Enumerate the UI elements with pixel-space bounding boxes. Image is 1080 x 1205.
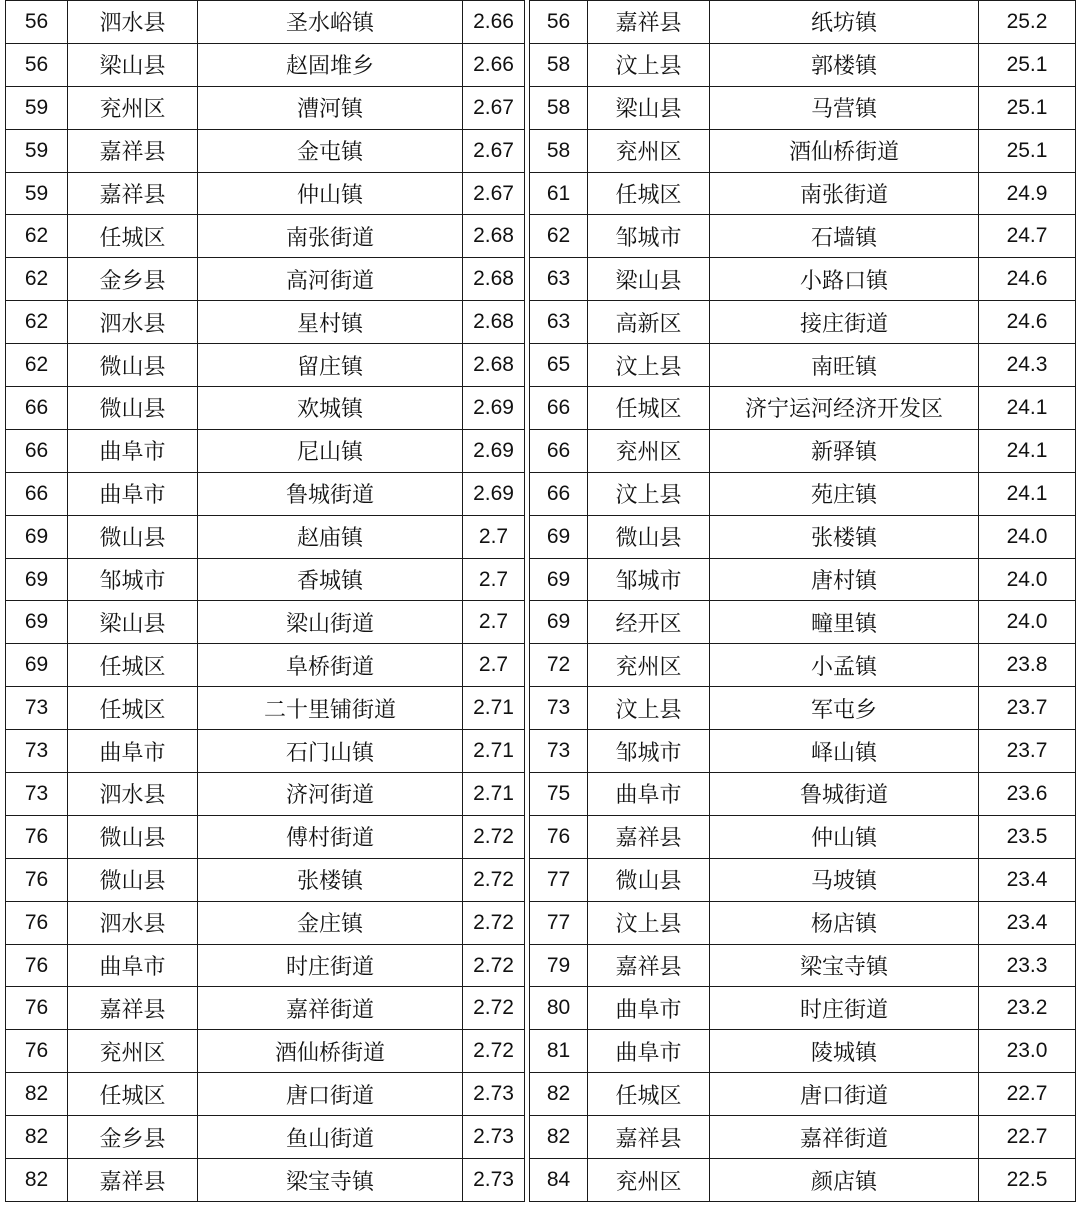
town-cell: 南张街道 — [710, 172, 979, 215]
value-cell: 2.7 — [463, 644, 525, 687]
town-cell: 马营镇 — [710, 86, 979, 129]
county-cell: 嘉祥县 — [588, 815, 710, 858]
rank-cell: 82 — [6, 1116, 68, 1159]
rank-cell: 69 — [530, 515, 588, 558]
table-row — [530, 558, 1076, 601]
county-cell: 泗水县 — [68, 773, 198, 816]
rank-cell: 79 — [530, 944, 588, 987]
value-cell: 2.7 — [463, 601, 525, 644]
county-cell: 金乡县 — [68, 1116, 198, 1159]
town-cell: 疃里镇 — [710, 601, 979, 644]
value-cell: 23.4 — [979, 901, 1076, 944]
town-cell: 梁宝寺镇 — [198, 1159, 463, 1202]
table-row — [6, 858, 525, 901]
value-cell: 25.2 — [979, 1, 1076, 44]
town-cell: 唐口街道 — [710, 1073, 979, 1116]
value-cell: 2.71 — [463, 730, 525, 773]
county-cell: 嘉祥县 — [68, 129, 198, 172]
value-cell: 2.69 — [463, 387, 525, 430]
table-row — [6, 1159, 525, 1202]
table-row — [530, 1073, 1076, 1116]
value-cell: 24.1 — [979, 387, 1076, 430]
value-cell: 22.7 — [979, 1073, 1076, 1116]
table-row — [530, 472, 1076, 515]
county-cell: 兖州区 — [588, 1159, 710, 1202]
rank-cell: 76 — [6, 901, 68, 944]
town-cell: 济宁运河经济开发区 — [710, 387, 979, 430]
rank-cell: 66 — [530, 387, 588, 430]
county-cell: 任城区 — [588, 387, 710, 430]
town-cell: 阜桥街道 — [198, 644, 463, 687]
table-row — [6, 815, 525, 858]
rank-cell: 76 — [6, 815, 68, 858]
county-cell: 梁山县 — [588, 86, 710, 129]
town-cell: 颜店镇 — [710, 1159, 979, 1202]
value-cell: 25.1 — [979, 129, 1076, 172]
table-row — [530, 172, 1076, 215]
county-cell: 任城区 — [68, 1073, 198, 1116]
table-row — [530, 730, 1076, 773]
county-cell: 嘉祥县 — [68, 1159, 198, 1202]
county-cell: 邹城市 — [588, 215, 710, 258]
county-cell: 邹城市 — [588, 730, 710, 773]
value-cell: 25.1 — [979, 43, 1076, 86]
value-cell: 2.68 — [463, 258, 525, 301]
rank-cell: 69 — [530, 558, 588, 601]
table-row — [6, 773, 525, 816]
town-cell: 唐村镇 — [710, 558, 979, 601]
table-row — [530, 1159, 1076, 1202]
rank-cell: 66 — [6, 387, 68, 430]
table-row — [6, 129, 525, 172]
table-row — [6, 387, 525, 430]
town-cell: 峄山镇 — [710, 730, 979, 773]
town-cell: 军屯乡 — [710, 687, 979, 730]
value-cell: 2.66 — [463, 1, 525, 44]
value-cell: 23.6 — [979, 773, 1076, 816]
table-row — [530, 387, 1076, 430]
county-cell: 任城区 — [588, 1073, 710, 1116]
table-row — [530, 1, 1076, 44]
town-cell: 石墙镇 — [710, 215, 979, 258]
rank-cell: 62 — [6, 215, 68, 258]
town-cell: 仲山镇 — [198, 172, 463, 215]
table-row — [6, 644, 525, 687]
value-cell: 24.6 — [979, 258, 1076, 301]
town-cell: 张楼镇 — [710, 515, 979, 558]
town-cell: 星村镇 — [198, 301, 463, 344]
rank-cell: 65 — [530, 344, 588, 387]
county-cell: 金乡县 — [68, 258, 198, 301]
county-cell: 高新区 — [588, 301, 710, 344]
town-cell: 鲁城街道 — [710, 773, 979, 816]
county-cell: 邹城市 — [588, 558, 710, 601]
town-cell: 小路口镇 — [710, 258, 979, 301]
table-row — [6, 472, 525, 515]
value-cell: 2.67 — [463, 129, 525, 172]
value-cell: 2.69 — [463, 429, 525, 472]
county-cell: 曲阜市 — [588, 773, 710, 816]
county-cell: 梁山县 — [68, 43, 198, 86]
table-row — [6, 344, 525, 387]
town-cell: 鲁城街道 — [198, 472, 463, 515]
town-cell: 尼山镇 — [198, 429, 463, 472]
rank-cell: 80 — [530, 987, 588, 1030]
town-cell: 傅村街道 — [198, 815, 463, 858]
rank-cell: 56 — [530, 1, 588, 44]
rank-cell: 73 — [6, 730, 68, 773]
table-row — [6, 730, 525, 773]
town-cell: 时庄街道 — [710, 987, 979, 1030]
county-cell: 曲阜市 — [68, 472, 198, 515]
rank-cell: 63 — [530, 258, 588, 301]
town-cell: 马坡镇 — [710, 858, 979, 901]
left-ranking-table — [5, 0, 525, 1202]
county-cell: 微山县 — [68, 344, 198, 387]
county-cell: 微山县 — [588, 515, 710, 558]
table-row — [6, 601, 525, 644]
value-cell: 24.0 — [979, 558, 1076, 601]
table-row — [530, 644, 1076, 687]
rank-cell: 58 — [530, 129, 588, 172]
table-row — [6, 687, 525, 730]
rank-cell: 59 — [6, 172, 68, 215]
county-cell: 任城区 — [588, 172, 710, 215]
rank-cell: 69 — [6, 558, 68, 601]
rank-cell: 76 — [6, 987, 68, 1030]
table-row — [530, 43, 1076, 86]
rank-cell: 82 — [530, 1116, 588, 1159]
table-row — [6, 558, 525, 601]
town-cell: 鱼山街道 — [198, 1116, 463, 1159]
rank-cell: 62 — [530, 215, 588, 258]
town-cell: 漕河镇 — [198, 86, 463, 129]
town-cell: 梁宝寺镇 — [710, 944, 979, 987]
rank-cell: 76 — [6, 1030, 68, 1073]
county-cell: 嘉祥县 — [588, 1, 710, 44]
rank-cell: 77 — [530, 858, 588, 901]
rank-cell: 69 — [6, 601, 68, 644]
county-cell: 梁山县 — [588, 258, 710, 301]
value-cell: 23.8 — [979, 644, 1076, 687]
rank-cell: 76 — [530, 815, 588, 858]
town-cell: 金屯镇 — [198, 129, 463, 172]
value-cell: 23.2 — [979, 987, 1076, 1030]
value-cell: 2.7 — [463, 558, 525, 601]
value-cell: 2.67 — [463, 86, 525, 129]
value-cell: 23.3 — [979, 944, 1076, 987]
table-row — [530, 601, 1076, 644]
rank-cell: 77 — [530, 901, 588, 944]
rank-cell: 66 — [6, 429, 68, 472]
county-cell: 兖州区 — [68, 86, 198, 129]
county-cell: 曲阜市 — [68, 730, 198, 773]
value-cell: 2.67 — [463, 172, 525, 215]
county-cell: 任城区 — [68, 215, 198, 258]
town-cell: 梁山街道 — [198, 601, 463, 644]
value-cell: 25.1 — [979, 86, 1076, 129]
value-cell: 2.72 — [463, 1030, 525, 1073]
value-cell: 24.1 — [979, 429, 1076, 472]
value-cell: 24.7 — [979, 215, 1076, 258]
town-cell: 香城镇 — [198, 558, 463, 601]
table-row — [530, 1030, 1076, 1073]
rank-cell: 59 — [6, 129, 68, 172]
town-cell: 二十里铺街道 — [198, 687, 463, 730]
table-row — [6, 944, 525, 987]
county-cell: 兖州区 — [68, 1030, 198, 1073]
town-cell: 时庄街道 — [198, 944, 463, 987]
value-cell: 2.73 — [463, 1073, 525, 1116]
rank-cell: 61 — [530, 172, 588, 215]
table-row — [6, 901, 525, 944]
value-cell: 23.7 — [979, 687, 1076, 730]
rank-cell: 66 — [530, 472, 588, 515]
table-row — [6, 43, 525, 86]
value-cell: 2.66 — [463, 43, 525, 86]
rank-cell: 62 — [6, 258, 68, 301]
town-cell: 欢城镇 — [198, 387, 463, 430]
rank-cell: 76 — [6, 944, 68, 987]
rank-cell: 75 — [530, 773, 588, 816]
value-cell: 24.6 — [979, 301, 1076, 344]
table-row — [530, 258, 1076, 301]
county-cell: 任城区 — [68, 644, 198, 687]
rank-cell: 56 — [6, 43, 68, 86]
county-cell: 泗水县 — [68, 1, 198, 44]
town-cell: 唐口街道 — [198, 1073, 463, 1116]
value-cell: 24.0 — [979, 601, 1076, 644]
rank-cell: 59 — [6, 86, 68, 129]
county-cell: 微山县 — [68, 515, 198, 558]
county-cell: 曲阜市 — [68, 429, 198, 472]
rank-cell: 66 — [6, 472, 68, 515]
value-cell: 2.72 — [463, 944, 525, 987]
table-row — [6, 86, 525, 129]
table-row — [6, 301, 525, 344]
rank-cell: 58 — [530, 86, 588, 129]
county-cell: 嘉祥县 — [588, 1116, 710, 1159]
table-row — [530, 687, 1076, 730]
county-cell: 汶上县 — [588, 687, 710, 730]
value-cell: 22.7 — [979, 1116, 1076, 1159]
town-cell: 留庄镇 — [198, 344, 463, 387]
town-cell: 南旺镇 — [710, 344, 979, 387]
right-ranking-table — [529, 0, 1076, 1202]
value-cell: 2.72 — [463, 901, 525, 944]
county-cell: 任城区 — [68, 687, 198, 730]
county-cell: 曲阜市 — [588, 1030, 710, 1073]
town-cell: 酒仙桥街道 — [198, 1030, 463, 1073]
town-cell: 石门山镇 — [198, 730, 463, 773]
rank-cell: 69 — [6, 644, 68, 687]
value-cell: 23.4 — [979, 858, 1076, 901]
county-cell: 汶上县 — [588, 43, 710, 86]
county-cell: 微山县 — [68, 387, 198, 430]
table-row — [6, 172, 525, 215]
value-cell: 2.72 — [463, 815, 525, 858]
ranking-tables — [5, 0, 1077, 1202]
value-cell: 2.72 — [463, 858, 525, 901]
town-cell: 苑庄镇 — [710, 472, 979, 515]
rank-cell: 56 — [6, 1, 68, 44]
rank-cell: 62 — [6, 344, 68, 387]
county-cell: 经开区 — [588, 601, 710, 644]
town-cell: 高河街道 — [198, 258, 463, 301]
rank-cell: 69 — [530, 601, 588, 644]
value-cell: 2.73 — [463, 1116, 525, 1159]
value-cell: 23.0 — [979, 1030, 1076, 1073]
rank-cell: 81 — [530, 1030, 588, 1073]
value-cell: 24.0 — [979, 515, 1076, 558]
county-cell: 微山县 — [588, 858, 710, 901]
county-cell: 嘉祥县 — [68, 172, 198, 215]
table-row — [530, 815, 1076, 858]
rank-cell: 73 — [6, 687, 68, 730]
rank-cell: 82 — [6, 1073, 68, 1116]
table-row — [530, 429, 1076, 472]
table-row — [6, 429, 525, 472]
town-cell: 小孟镇 — [710, 644, 979, 687]
table-row — [530, 86, 1076, 129]
rank-cell: 63 — [530, 301, 588, 344]
county-cell: 梁山县 — [68, 601, 198, 644]
value-cell: 2.68 — [463, 344, 525, 387]
value-cell: 24.3 — [979, 344, 1076, 387]
value-cell: 23.7 — [979, 730, 1076, 773]
town-cell: 南张街道 — [198, 215, 463, 258]
value-cell: 2.68 — [463, 215, 525, 258]
rank-cell: 82 — [6, 1159, 68, 1202]
town-cell: 赵庙镇 — [198, 515, 463, 558]
town-cell: 郭楼镇 — [710, 43, 979, 86]
table-row — [530, 1116, 1076, 1159]
town-cell: 新驿镇 — [710, 429, 979, 472]
rank-cell: 69 — [6, 515, 68, 558]
table-row — [530, 944, 1076, 987]
table-row — [530, 129, 1076, 172]
county-cell: 嘉祥县 — [68, 987, 198, 1030]
county-cell: 汶上县 — [588, 472, 710, 515]
value-cell: 2.71 — [463, 687, 525, 730]
right-table-body — [530, 1, 1076, 1202]
rank-cell: 76 — [6, 858, 68, 901]
county-cell: 泗水县 — [68, 301, 198, 344]
county-cell: 兖州区 — [588, 644, 710, 687]
county-cell: 汶上县 — [588, 344, 710, 387]
county-cell: 汶上县 — [588, 901, 710, 944]
county-cell: 曲阜市 — [588, 987, 710, 1030]
town-cell: 陵城镇 — [710, 1030, 979, 1073]
table-row — [6, 515, 525, 558]
county-cell: 曲阜市 — [68, 944, 198, 987]
town-cell: 赵固堆乡 — [198, 43, 463, 86]
table-row — [6, 215, 525, 258]
table-row — [530, 301, 1076, 344]
table-row — [6, 1073, 525, 1116]
value-cell: 2.72 — [463, 987, 525, 1030]
value-cell: 2.68 — [463, 301, 525, 344]
table-row — [6, 258, 525, 301]
value-cell: 22.5 — [979, 1159, 1076, 1202]
value-cell: 23.5 — [979, 815, 1076, 858]
town-cell: 张楼镇 — [198, 858, 463, 901]
rank-cell: 84 — [530, 1159, 588, 1202]
table-row — [530, 858, 1076, 901]
table-row — [530, 987, 1076, 1030]
value-cell: 24.9 — [979, 172, 1076, 215]
town-cell: 杨店镇 — [710, 901, 979, 944]
rank-cell: 73 — [6, 773, 68, 816]
town-cell: 接庄街道 — [710, 301, 979, 344]
town-cell: 酒仙桥街道 — [710, 129, 979, 172]
county-cell: 微山县 — [68, 858, 198, 901]
town-cell: 济河街道 — [198, 773, 463, 816]
left-table-body — [6, 1, 525, 1202]
county-cell: 微山县 — [68, 815, 198, 858]
table-row — [6, 1030, 525, 1073]
county-cell: 邹城市 — [68, 558, 198, 601]
table-row — [530, 773, 1076, 816]
value-cell: 24.1 — [979, 472, 1076, 515]
county-cell: 泗水县 — [68, 901, 198, 944]
table-row — [6, 1116, 525, 1159]
value-cell: 2.71 — [463, 773, 525, 816]
town-cell: 金庄镇 — [198, 901, 463, 944]
rank-cell: 62 — [6, 301, 68, 344]
table-row — [6, 1, 525, 44]
county-cell: 兖州区 — [588, 129, 710, 172]
rank-cell: 73 — [530, 730, 588, 773]
table-row — [530, 515, 1076, 558]
value-cell: 2.7 — [463, 515, 525, 558]
town-cell: 圣水峪镇 — [198, 1, 463, 44]
rank-cell: 66 — [530, 429, 588, 472]
town-cell: 嘉祥街道 — [198, 987, 463, 1030]
table-row — [530, 344, 1076, 387]
town-cell: 嘉祥街道 — [710, 1116, 979, 1159]
table-row — [530, 901, 1076, 944]
rank-cell: 72 — [530, 644, 588, 687]
table-row — [6, 987, 525, 1030]
county-cell: 兖州区 — [588, 429, 710, 472]
county-cell: 嘉祥县 — [588, 944, 710, 987]
town-cell: 纸坊镇 — [710, 1, 979, 44]
town-cell: 仲山镇 — [710, 815, 979, 858]
value-cell: 2.69 — [463, 472, 525, 515]
rank-cell: 73 — [530, 687, 588, 730]
rank-cell: 82 — [530, 1073, 588, 1116]
value-cell: 2.73 — [463, 1159, 525, 1202]
table-row — [530, 215, 1076, 258]
rank-cell: 58 — [530, 43, 588, 86]
